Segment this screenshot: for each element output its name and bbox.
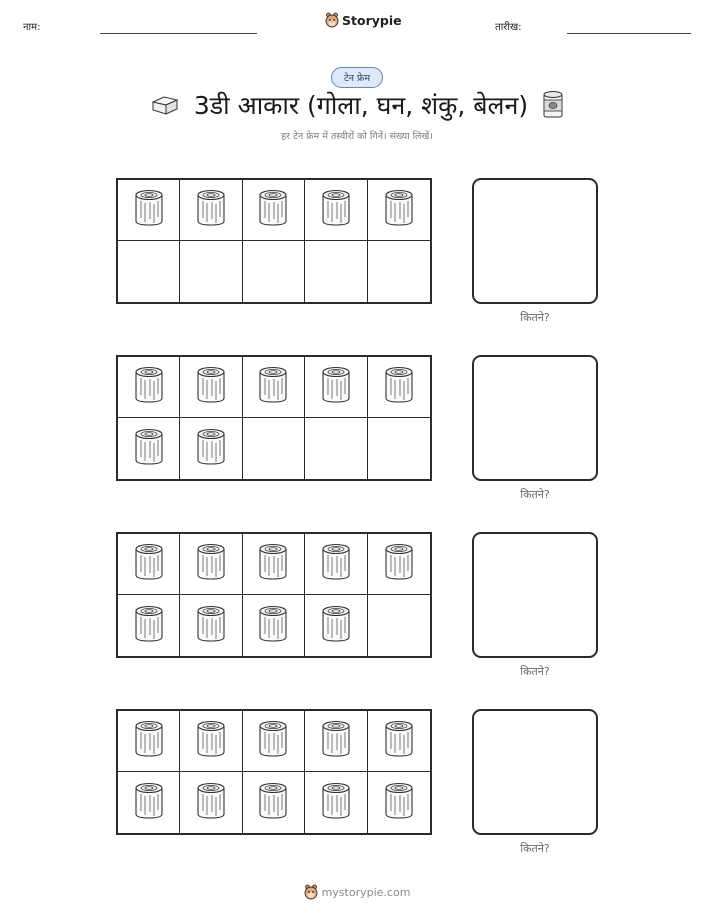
frame-cell (368, 534, 430, 595)
frame-cell (368, 711, 430, 772)
footer (0, 884, 714, 900)
log-cylinder-icon (320, 188, 352, 232)
box-icon (150, 93, 180, 117)
log-cylinder-icon (195, 604, 227, 648)
answer-box-4[interactable] (472, 709, 598, 835)
answer-box-2[interactable] (472, 355, 598, 481)
ten-frame-2 (116, 355, 432, 481)
frame-cell (305, 595, 367, 656)
hamster-mascot-icon (325, 12, 339, 28)
frame-cell (118, 357, 180, 418)
date-label: तारीख: (495, 22, 522, 33)
frame-cell (305, 772, 367, 833)
frame-cell (118, 711, 180, 772)
frame-cell (243, 711, 305, 772)
log-cylinder-icon (133, 188, 165, 232)
frame-cell (243, 772, 305, 833)
frame-cell (180, 772, 242, 833)
answer-label-3: कितने? (520, 665, 550, 678)
log-cylinder-icon (195, 188, 227, 232)
log-cylinder-icon (383, 542, 415, 586)
log-cylinder-icon (320, 719, 352, 763)
log-cylinder-icon (133, 781, 165, 825)
frame-cell (368, 595, 430, 656)
log-cylinder-icon (195, 427, 227, 471)
frame-cell (180, 180, 242, 241)
log-cylinder-icon (195, 365, 227, 409)
log-cylinder-icon (383, 188, 415, 232)
log-cylinder-icon (257, 781, 289, 825)
page-title: 3डी आकार (गोला, घन, शंकु, बेलन) (193, 91, 529, 120)
frame-cell (118, 241, 180, 302)
log-cylinder-icon (133, 542, 165, 586)
log-cylinder-icon (257, 719, 289, 763)
frame-cell (305, 534, 367, 595)
log-cylinder-icon (383, 781, 415, 825)
frame-cell (305, 357, 367, 418)
frame-cell (368, 357, 430, 418)
frame-cell (180, 241, 242, 302)
name-line[interactable] (100, 33, 257, 34)
frame-cell (243, 534, 305, 595)
log-cylinder-icon (383, 365, 415, 409)
log-cylinder-icon (320, 365, 352, 409)
footer-url[interactable]: mystorypie.com (321, 885, 411, 899)
log-cylinder-icon (195, 781, 227, 825)
frame-cell (243, 418, 305, 479)
frame-cell (243, 595, 305, 656)
brand-logo (325, 12, 402, 28)
ten-frame-3 (116, 532, 432, 658)
frame-cell (180, 534, 242, 595)
log-cylinder-icon (195, 542, 227, 586)
frame-cell (118, 534, 180, 595)
title-row (0, 88, 714, 122)
frame-cell (243, 180, 305, 241)
frame-cell (368, 241, 430, 302)
log-cylinder-icon (133, 427, 165, 471)
date-line[interactable] (567, 33, 691, 34)
log-cylinder-icon (320, 781, 352, 825)
name-label: नाम: (23, 22, 41, 33)
frame-cell (118, 595, 180, 656)
instructions: हर टेन फ्रेम में तस्वीरों को गिनें। संख्या लिखें। (281, 131, 433, 142)
log-cylinder-icon (133, 719, 165, 763)
ten-frame-4 (116, 709, 432, 835)
frame-cell (180, 595, 242, 656)
log-cylinder-icon (257, 365, 289, 409)
log-cylinder-icon (257, 542, 289, 586)
log-cylinder-icon (257, 604, 289, 648)
frame-cell (305, 711, 367, 772)
topic-badge: टेन फ्रेम (331, 67, 383, 88)
log-cylinder-icon (195, 719, 227, 763)
frame-cell (180, 711, 242, 772)
frame-cell (243, 241, 305, 302)
frame-cell (305, 241, 367, 302)
answer-box-3[interactable] (472, 532, 598, 658)
brand-name: Storypie (342, 12, 402, 28)
answer-label-2: कितने? (520, 488, 550, 501)
answer-label-4: कितने? (520, 842, 550, 855)
frame-cell (368, 180, 430, 241)
frame-cell (118, 180, 180, 241)
answer-label-1: कितने? (520, 311, 550, 324)
answer-box-1[interactable] (472, 178, 598, 304)
ten-frame-1 (116, 178, 432, 304)
frame-cell (180, 357, 242, 418)
log-cylinder-icon (320, 542, 352, 586)
log-cylinder-icon (133, 365, 165, 409)
frame-cell (118, 772, 180, 833)
frame-cell (368, 772, 430, 833)
log-cylinder-icon (133, 604, 165, 648)
log-cylinder-icon (383, 719, 415, 763)
log-cylinder-icon (257, 188, 289, 232)
can-icon (542, 90, 564, 120)
frame-cell (118, 418, 180, 479)
frame-cell (368, 418, 430, 479)
log-cylinder-icon (320, 604, 352, 648)
frame-cell (305, 418, 367, 479)
frame-cell (180, 418, 242, 479)
frame-cell (305, 180, 367, 241)
hamster-mascot-icon (304, 884, 318, 900)
frame-cell (243, 357, 305, 418)
